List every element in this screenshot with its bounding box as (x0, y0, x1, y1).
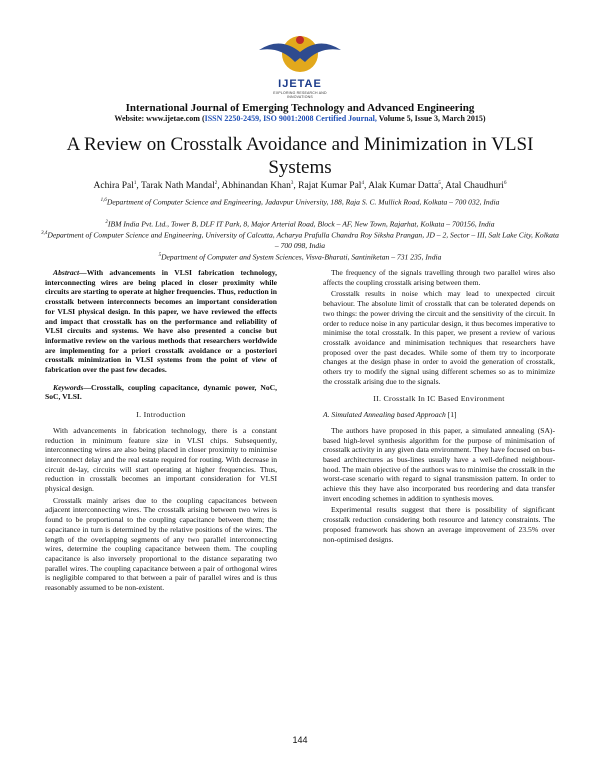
logo-tagline: EXPLORING RESEARCH AND INNOVATIONS (273, 91, 327, 99)
paragraph: The authors have proposed in this paper, a simulated annealing (SA)-based high-level synthesis algorithm for the purpose of minimisation of crosstalk activity in any given data environment. They have focused on bus-based architectures as bus-lines usually have a well-defined neighbour-hood. The main objective of the authors was to minimise the crosstalk in the worst-case scenario with regard to signal transmission pattern. In order to achieve this they have also incorporated bus reordering and data transfer invert encoding schemes in addition to synthesis moves. (323, 425, 555, 503)
paragraph: With advancements in fabrication technology, there is a constant reduction in minimum feature size in VLSI chips. Subsequently, interconnecting wires are also being placed in closer proximity to minimise interconnect delay and the real estate required for routing. With decrease in circuit de-lay, circuits will start operating at higher frequencies. Thus, reduction in crosstalk becomes an important consideration for VLSI physical design. (45, 425, 277, 494)
section-heading: II. Crosstalk In IC Based Environment (373, 394, 505, 404)
paragraph: Crosstalk results in noise which may lead to unexpected circuit behaviour. The absolute limit of crosstalk that can be tolerated depends on two things: the power driving the circuit and the sensitivity of the circuit. In order to reduce noise in any particular design, it thus becomes imperative to minimise the total crosstalk. In this paper, we present a review of various crosstalk avoidance and minimisation techniques that researchers have proposed over the past decades. While some of them try to incorporate changes at the design phase in order to avoid the generation of crosstalk, others try to modify the signal using different schemes so as to minimize the crosstalk arising due to the signals. (323, 289, 555, 386)
paragraph: The frequency of the signals travelling through two parallel wires also affects the coupling crosstalk arising between them. (323, 268, 555, 287)
author: Achira Pal (93, 181, 134, 192)
affiliation: $^{1,6}$Department of Computer Science and Engineering, Jadavpur University, 188, Raja S. C. Mullick Road, Kolkata – 700 032, India (100, 197, 500, 207)
page-number: 144 (292, 735, 308, 745)
issn-link[interactable]: ISSN 2250-2459, ISO 9001:2008 Certified Journal, (204, 114, 377, 123)
logo-name: IJETAE (278, 78, 322, 90)
keywords: Keywords—Crosstalk, coupling capacitance, dynamic power, NoC, SoC, VLSI. (45, 382, 277, 402)
website-suffix: Volume 5, Issue 3, March 2015) (376, 114, 486, 123)
logo-crest-icon (296, 36, 304, 44)
affiliation: $^2$IBM India Pvt. Ltd., Tower B, DLF IT Park, 8, Major Arterial Road, Block – AF, New Town, Rajarhat, Kolkata – 700156, India (105, 219, 495, 229)
author: Abhinandan Khan (221, 181, 291, 192)
author-list: Achira Pal$^1$, Tarak Nath Mandal$^2$, Abhinandan Khan$^3$, Rajat Kumar Pal$^4$, Alak Kumar Datta$^5$, Atal Chaudhuri$^6$ (93, 181, 507, 192)
paper-title: A Review on Crosstalk Avoidance and Minimization in VLSI Systems (66, 134, 534, 178)
author: Alak Kumar Datta (368, 181, 439, 192)
affiliation: $^5$Department of Computer and System Sciences, Visva-Bharati, Santiniketan – 731 235, India (158, 252, 442, 262)
website-prefix: Website: www.ijetae.com ( (114, 114, 205, 123)
right-column (323, 268, 555, 546)
paragraph: Crosstalk mainly arises due to the coupling capacitances between adjacent interconnecting wires. The crosstalk arising between two wires is found to be proportional to the coupling capacitance between them; the capacitance in turn is determined by the relative positions of the wires. The length of the overlapping segments of any two parallel interconnecting wires, determine the coupling capacitance between them. The coupling capacitance is also inversely proportional to the distance separating two parallel wires. The coupling capacitance between a pair of orthogonal wires is negligible compared to that between a pair of parallel wires and is thus reasonably assumed to be non-existent. (45, 495, 277, 593)
author: Tarak Nath Mandal (141, 181, 215, 192)
affiliation: $^{3,4}$Department of Computer Science and Engineering, University of Calcutta, Acharya Prafulla Chandra Roy Siksha Prangan, JD – 2, Sector – III, Salt Lake City, Kolkata – 700 098, India (41, 230, 559, 251)
author: Rajat Kumar Pal (298, 181, 362, 192)
journal-website (0, 114, 600, 123)
section-heading: I. Introduction (136, 410, 186, 420)
left-column (45, 268, 277, 595)
subsection-heading: A. Simulated Annealing based Approach [1] (323, 410, 457, 420)
journal-name: International Journal of Emerging Technology and Advanced Engineering (125, 102, 475, 114)
abstract: Abstract—With advancements in VLSI fabrication technology, interconnecting wires are being placed in closer proximity while circuits are starting to operate at higher frequencies. Thus, reduction in crosstalk between interconnects becomes an important consideration for VLSI physical design. In this paper, we have reviewed the effects and impact that crosstalk has on the performance and reliability of VLSI circuits and systems. We have also presented a concise but informative review on the various methods that researchers worldwide are implementing for a priori crosstalk avoidance or a posteriori crosstalk minimization in VLSI systems from the point of view of fabrication over the past few decades. (45, 268, 277, 375)
author: Atal Chaudhuri (445, 181, 504, 192)
paragraph: Experimental results suggest that there is possibility of significant crosstalk reduction considering both resource and latency constraints. The proposed framework has shown an average improvement of 23.5% over non-optimised designs. (323, 505, 555, 544)
